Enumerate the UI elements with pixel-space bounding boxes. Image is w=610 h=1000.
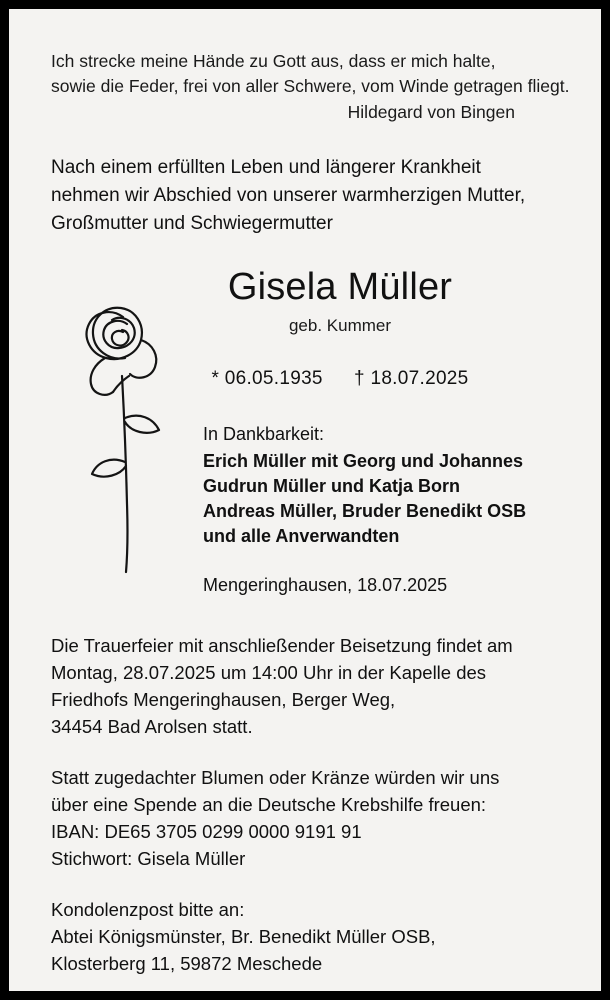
donation-line-1: Statt zugedachter Blumen oder Kränze würden wir uns <box>51 767 500 788</box>
condolence-line-1: Kondolenzpost bitte an: <box>51 899 245 920</box>
intro-line-2: nehmen wir Abschied von unserer warmherzigen Mutter, <box>51 185 526 206</box>
intro-line-3: Großmutter und Schwiegermutter <box>51 213 333 234</box>
quote-line-2: sowie die Feder, frei von aller Schwere, vom Winde getragen fliegt. <box>51 76 570 96</box>
ceremony-line-1: Die Trauerfeier mit anschließender Beisetzung findet am <box>51 635 513 656</box>
ceremony-info <box>51 632 559 740</box>
condolence-line-3: Klosterberg 11, 59872 Meschede <box>51 953 323 974</box>
birth-date: * 06.05.1935 <box>211 368 323 389</box>
family-line-3: Andreas Müller, Bruder Benedikt OSB <box>203 501 527 521</box>
quote-line-1: Ich strecke meine Hände zu Gott aus, dass er mich halte, <box>51 51 496 71</box>
rose-icon <box>61 272 191 592</box>
donation-info <box>51 764 559 872</box>
place-and-date: Mengeringhausen, 18.07.2025 <box>203 575 448 595</box>
ceremony-line-3: Friedhofs Mengeringhausen, Berger Weg, <box>51 689 396 710</box>
memorial-block <box>51 264 559 598</box>
death-date: † 18.07.2025 <box>354 368 469 389</box>
intro-line-1: Nach einem erfüllten Leben und längerer Krankheit <box>51 157 481 178</box>
ceremony-line-2: Montag, 28.07.2025 um 14:00 Uhr in der Kapelle des <box>51 662 487 683</box>
family-line-1: Erich Müller mit Georg und Johannes <box>203 451 524 471</box>
family-line-2: Gudrun Müller und Katja Born <box>203 476 460 496</box>
donation-line-2: über eine Spende an die Deutsche Krebshilfe freuen: <box>51 794 487 815</box>
deceased-name: Gisela Müller <box>227 266 453 308</box>
condolence-info <box>51 896 559 977</box>
family-list <box>203 449 559 549</box>
ceremony-line-4: 34454 Bad Arolsen statt. <box>51 716 253 737</box>
intro-text <box>51 154 559 238</box>
family-line-4: und alle Anverwandten <box>203 526 400 546</box>
quote-block <box>51 49 570 99</box>
quote-author: Hildegard von Bingen <box>347 102 515 122</box>
thanks-label: In Dankbarkeit: <box>203 424 325 444</box>
condolence-line-2: Abtei Königsmünster, Br. Benedikt Müller OSB, <box>51 926 436 947</box>
donation-iban: IBAN: DE65 3705 0299 0000 9191 91 <box>51 821 362 842</box>
deceased-born-name: geb. Kummer <box>288 316 392 335</box>
obituary-card <box>9 9 601 991</box>
donation-reference: Stichwort: Gisela Müller <box>51 848 246 869</box>
